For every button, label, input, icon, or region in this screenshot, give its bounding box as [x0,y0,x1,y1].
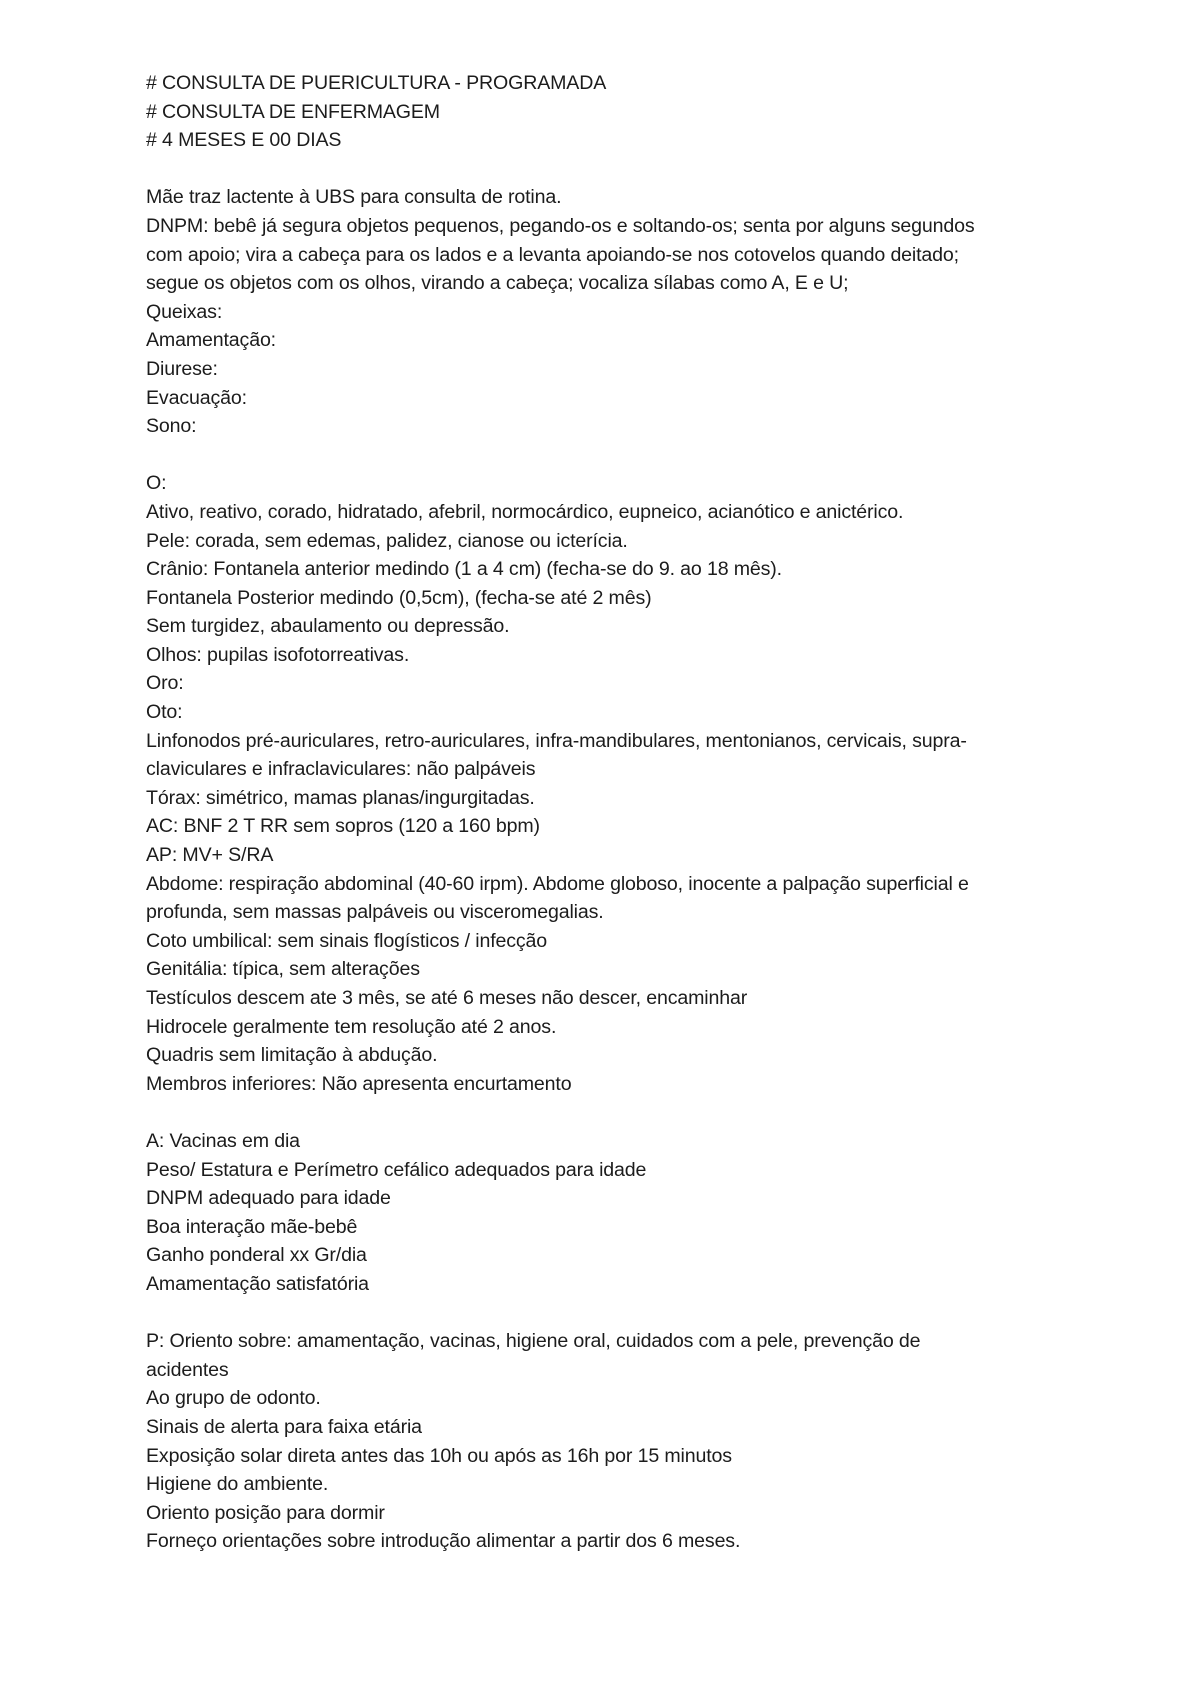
plan-section [146,1327,1076,1556]
subjective-line: DNPM: bebê já segura objetos pequenos, pegando-os e soltando-os; senta por alguns segundos [146,214,975,237]
plan-line: P: Oriento sobre: amamentação, vacinas, higiene oral, cuidados com a pele, prevenção de [146,1330,921,1353]
objective-line: Linfonodos pré-auriculares, retro-auriculares, infra-mandibulares, mentonianos, cervicais, supra- [146,729,967,752]
assessment-line: Ganho ponderal xx Gr/dia [146,1244,367,1267]
assessment-section [146,1127,1076,1299]
objective-line: Pele: corada, sem edemas, palidez, cianose ou icterícia. [146,529,628,552]
objective-line: Crânio: Fontanela anterior medindo (1 a 4 cm) (fecha-se do 9. ao 18 mês). [146,558,782,581]
subjective-section [146,183,1076,440]
assessment-line: DNPM adequado para idade [146,1187,391,1210]
objective-line: Tórax: simétrico, mamas planas/ingurgitadas. [146,786,535,809]
header-age: # 4 MESES E 00 DIAS [146,129,342,152]
subjective-line: segue os objetos com os olhos, virando a cabeça; vocaliza sílabas como A, E e U; [146,272,849,295]
subjective-line: Evacuação: [146,386,247,409]
subjective-line: Mãe traz lactente à UBS para consulta de rotina. [146,186,562,209]
plan-line: Sinais de alerta para faixa etária [146,1415,422,1438]
subjective-line: Diurese: [146,357,218,380]
plan-line: Ao grupo de odonto. [146,1387,321,1410]
objective-line: Oto: [146,701,183,724]
objective-line: Sem turgidez, abaulamento ou depressão. [146,615,510,638]
spacer [146,441,1076,470]
objective-line: Ativo, reativo, corado, hidratado, afebril, normocárdico, eupneico, acianótico e anictérico. [146,500,904,523]
assessment-line: Peso/ Estatura e Perímetro cefálico adequados para idade [146,1158,647,1181]
objective-line: Coto umbilical: sem sinais flogísticos / infecção [146,929,548,952]
assessment-line: Amamentação satisfatória [146,1272,369,1295]
spacer [146,1299,1076,1328]
spacer [146,155,1076,184]
plan-line: acidentes [146,1358,229,1381]
objective-line: Hidrocele geralmente tem resolução até 2 anos. [146,1015,557,1038]
plan-line: Higiene do ambiente. [146,1473,329,1496]
objective-line: Membros inferiores: Não apresenta encurtamento [146,1072,572,1095]
objective-line: Testículos descem ate 3 mês, se até 6 meses não descer, encaminhar [146,987,748,1009]
objective-line: claviculares e infraclaviculares: não palpáveis [146,758,536,781]
header-title: # CONSULTA DE PUERICULTURA - PROGRAMADA [146,72,607,94]
plan-line: Exposição solar direta antes das 10h ou após as 16h por 15 minutos [146,1444,732,1467]
document-page [146,69,1076,1556]
objective-line: Fontanela Posterior medindo (0,5cm), (fecha-se até 2 mês) [146,586,652,609]
objective-line: Quadris sem limitação à abdução. [146,1044,438,1067]
objective-line: profunda, sem massas palpáveis ou visceromegalias. [146,901,604,924]
plan-line: Forneço orientações sobre introdução alimentar a partir dos 6 meses. [146,1530,741,1553]
header-subtitle: # CONSULTA DE ENFERMAGEM [146,100,440,123]
objective-section [146,469,1076,1098]
objective-line: Olhos: pupilas isofotorreativas. [146,643,410,666]
objective-line: Abdome: respiração abdominal (40-60 irpm). Abdome globoso, inocente a palpação superficial e [146,872,969,895]
subjective-line: Queixas: [146,300,223,323]
objective-line: Oro: [146,672,184,695]
subjective-line: com apoio; vira a cabeça para os lados e a levanta apoiando-se nos cotovelos quando deitado; [146,243,959,266]
objective-line: O: [146,472,167,495]
assessment-line: A: Vacinas em dia [146,1129,300,1152]
header-block [146,69,1076,155]
subjective-line: Amamentação: [146,329,276,352]
spacer [146,1098,1076,1127]
assessment-line: Boa interação mãe-bebê [146,1215,358,1238]
subjective-line: Sono: [146,415,197,438]
objective-line: AP: MV+ S/RA [146,844,274,867]
plan-line: Oriento posição para dormir [146,1501,385,1524]
objective-line: Genitália: típica, sem alterações [146,958,420,981]
objective-line: AC: BNF 2 T RR sem sopros (120 a 160 bpm) [146,815,540,838]
